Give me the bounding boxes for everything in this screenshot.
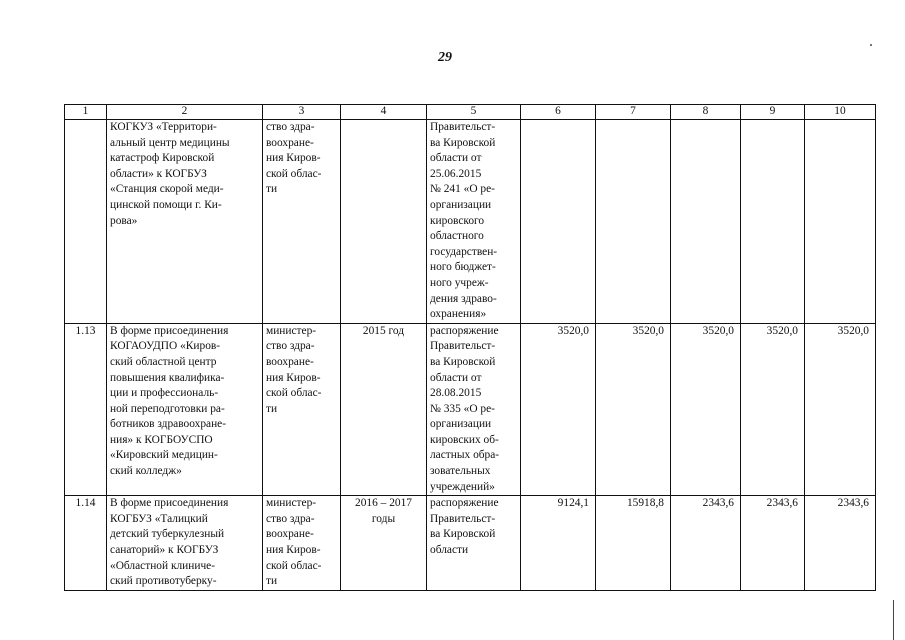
header-cell: 3 (263, 105, 341, 120)
header-cell: 10 (805, 105, 876, 120)
legal-basis: распоряжение Правительст- ва Кировской области (427, 496, 521, 591)
header-cell: 8 (671, 105, 741, 120)
value-col-9 (741, 120, 805, 324)
row-number: 1.13 (65, 323, 107, 496)
legal-basis: Правительст- ва Кировской области от 25.06.2015 № 241 «О ре- организации кировского областного государствен- ного бюджет- ного учреж- дения здраво- охранения» (427, 120, 521, 324)
page-number: 29 (438, 50, 452, 65)
responsible-body: ство здра- воохране- ния Киров- ской облас- ти (263, 120, 341, 324)
value-col-9: 3520,0 (741, 323, 805, 496)
header-cell: 1 (65, 105, 107, 120)
table-row (65, 496, 876, 591)
value-col-6 (521, 120, 596, 324)
value-col-9: 2343,6 (741, 496, 805, 591)
header-cell: 4 (341, 105, 427, 120)
responsible-body: министер- ство здра- воохране- ния Киров- ской облас- ти (263, 323, 341, 496)
legal-basis: распоряжение Правительст- ва Кировской области от 28.08.2015 № 335 «О ре- организации кировских об- ластных обра- зовательных учреждений» (427, 323, 521, 496)
period: 2016 – 2017 годы (341, 496, 427, 591)
value-col-8: 2343,6 (671, 496, 741, 591)
value-col-7 (596, 120, 671, 324)
value-col-6: 9124,1 (521, 496, 596, 591)
value-col-10: 2343,6 (805, 496, 876, 591)
table-header-row (65, 105, 876, 120)
header-cell: 6 (521, 105, 596, 120)
value-col-6: 3520,0 (521, 323, 596, 496)
period (341, 120, 427, 324)
value-col-7: 15918,8 (596, 496, 671, 591)
row-number (65, 120, 107, 324)
header-cell: 5 (427, 105, 521, 120)
measure-description: В форме присоединения КОГАОУДПО «Киров- ский областной центр повышения квалифика- ции и профессиональ- ной переподготовки ра- ботников здравоохране- ния» к КОГБОУСПО «Кировский медицин- ский колледж» (107, 323, 263, 496)
value-col-8 (671, 120, 741, 324)
header-cell: 2 (107, 105, 263, 120)
responsible-body: министер- ство здра- воохране- ния Киров- ской облас- ти (263, 496, 341, 591)
value-col-7: 3520,0 (596, 323, 671, 496)
header-cell: 7 (596, 105, 671, 120)
scan-speck (870, 44, 872, 46)
table-row (65, 323, 876, 496)
measure-description: В форме присоединения КОГБУЗ «Талицкий детский туберкулезный санаторий» к КОГБУЗ «Областной клиниче- ский противотуберку- (107, 496, 263, 591)
row-number: 1.14 (65, 496, 107, 591)
table-row (65, 120, 876, 324)
header-cell: 9 (741, 105, 805, 120)
period: 2015 год (341, 323, 427, 496)
scan-edge-mark (893, 600, 894, 640)
value-col-10 (805, 120, 876, 324)
value-col-10: 3520,0 (805, 323, 876, 496)
value-col-8: 3520,0 (671, 323, 741, 496)
budget-table (64, 104, 876, 591)
measure-description: КОГКУЗ «Территори- альный центр медицины катастроф Кировской области» к КОГБУЗ «Станция скорой меди- цинской помощи г. Ки- рова» (107, 120, 263, 324)
